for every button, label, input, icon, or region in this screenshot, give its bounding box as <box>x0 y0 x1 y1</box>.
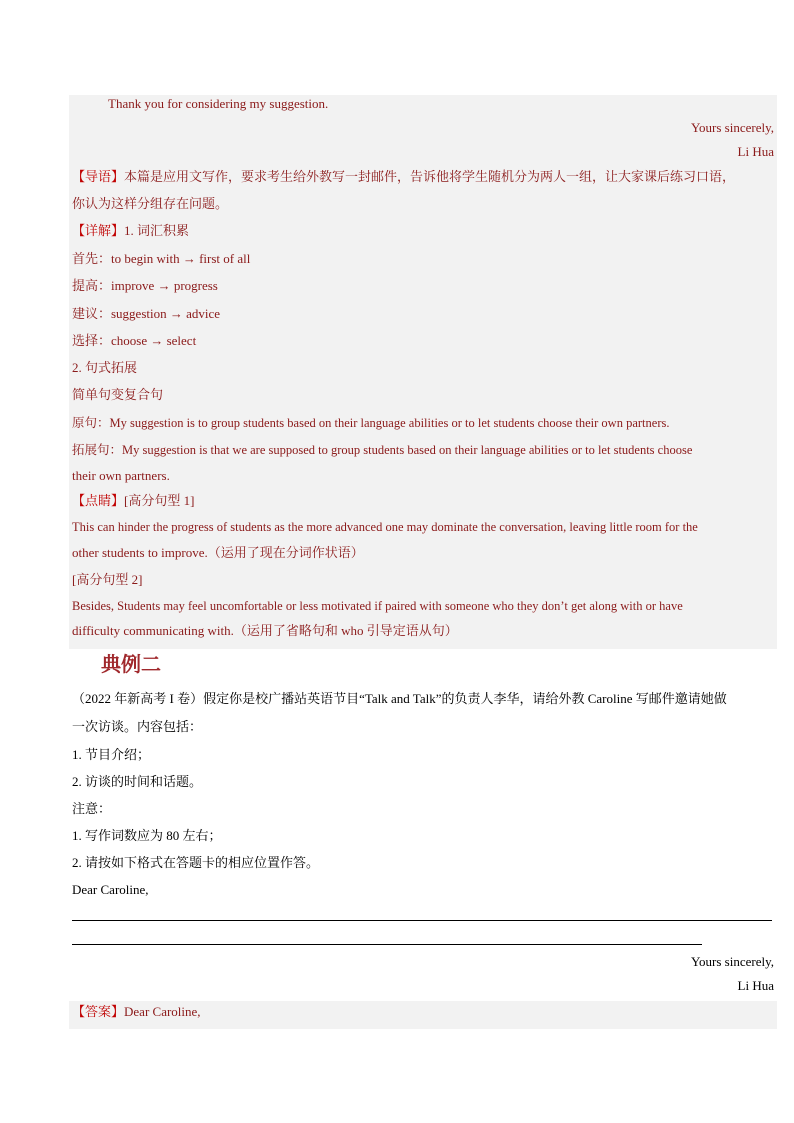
sentence-pattern-2b: difficulty communicating with.（运用了省略句和 who 引导定语从句） <box>72 623 458 638</box>
detail-tag: 【详解】 <box>72 223 125 238</box>
closing-line: Yours sincerely, <box>690 120 774 135</box>
letter-name: Li Hua <box>737 978 774 993</box>
original-sentence: 原句：My suggestion is to group students based on their language abilities or to let students choose their own partners. <box>72 416 670 430</box>
expanded-sentence-1: 拓展句：My suggestion is that we are supposed to group students based on their language abilities or to let students choose <box>72 443 693 457</box>
detail-title-text: 1. 词汇积累 <box>124 223 190 238</box>
highlight-label-2: [高分句型 2] <box>72 572 143 587</box>
guide-tag: 【导语】 <box>72 169 125 184</box>
sentence-pattern-1a: This can hinder the progress of students as the more advanced one may dominate the conversation, leaving little room for the <box>72 520 698 534</box>
section2-subtitle: 简单句变复合句 <box>72 387 164 402</box>
answer-start <box>72 1003 776 1021</box>
example-heading: 典例二 <box>101 652 161 676</box>
letter-closing: Yours sincerely, <box>690 954 774 969</box>
prompt-line-2: 一次访谈。内容包括： <box>72 719 203 734</box>
content-item: 1. 节目介绍； <box>72 747 151 762</box>
signature-name: Li Hua <box>737 144 774 159</box>
answer-tag: 【答案】 <box>72 1004 125 1019</box>
highlight-title <box>72 492 776 510</box>
sentence-pattern-2a: Besides, Students may feel uncomfortable or less motivated if paired with someone who they don’t get along with or have <box>72 599 683 613</box>
letter-greeting: Dear Caroline, <box>72 882 149 897</box>
answer-rule <box>72 944 702 945</box>
thanks-line: Thank you for considering my suggestion. <box>108 96 329 111</box>
answer-rule <box>72 920 772 921</box>
prompt-line-1: （2022 年新高考 I 卷）假定你是校广播站英语节目“Talk and Talk”的负责人李华，请给外教 Caroline 写邮件邀请她做 <box>72 691 727 706</box>
vocab-item: 选择：choose → select <box>72 333 197 348</box>
detail-title <box>72 222 776 240</box>
answer-greeting: Dear Caroline, <box>124 1004 201 1019</box>
content-item: 2. 访谈的时间和话题。 <box>72 774 203 789</box>
highlight-tag: 【点睛】 <box>72 493 125 508</box>
note-label: 注意： <box>72 801 112 816</box>
vocab-item: 首先：to begin with → first of all <box>72 251 251 266</box>
vocab-item: 建议：suggestion → advice <box>72 306 221 321</box>
highlight-label-1: [高分句型 1] <box>124 493 195 508</box>
vocab-item: 提高：improve → progress <box>72 278 218 293</box>
guide-line-2: 你认为这样分组存在问题。 <box>72 196 229 211</box>
guide-line-1 <box>72 168 776 186</box>
section2-title: 2. 句式拓展 <box>72 360 138 375</box>
sentence-pattern-1b: other students to improve.（运用了现在分词作状语） <box>72 545 364 560</box>
expanded-sentence-2: their own partners. <box>72 468 170 483</box>
note-item: 2. 请按如下格式在答题卡的相应位置作答。 <box>72 855 320 870</box>
guide-text-1: 本篇是应用文写作，要求考生给外教写一封邮件，告诉他将学生随机分为两人一组，让大家课后练习口语， <box>124 169 736 184</box>
note-item: 1. 写作词数应为 80 左右； <box>72 828 222 843</box>
